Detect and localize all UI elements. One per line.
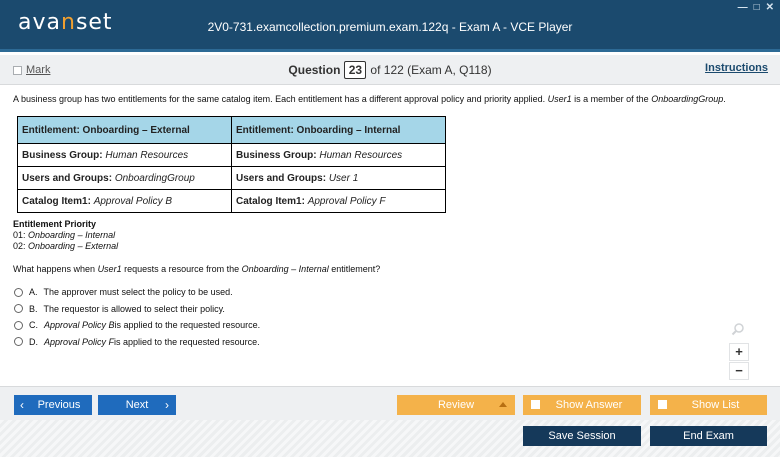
question-prompt: What happens when User1 requests a resource from the Onboarding – Internal entitlement? xyxy=(13,264,381,274)
mark-label[interactable]: Mark xyxy=(26,64,51,76)
priority-item: 01: Onboarding – Internal xyxy=(13,230,116,240)
instructions-link[interactable]: Instructions xyxy=(705,62,768,74)
option-text: is applied to the requested resource. xyxy=(114,336,260,347)
entitlement-priority xyxy=(13,219,118,252)
navigation-bar xyxy=(0,386,780,420)
radio-icon[interactable] xyxy=(14,288,23,297)
end-exam-button[interactable]: End Exam xyxy=(650,426,767,446)
table-cell: Catalog Item1: Approval Policy F xyxy=(232,190,446,213)
option-text: The requestor is allowed to select their policy. xyxy=(43,303,225,314)
chevron-left-icon: ‹ xyxy=(20,398,24,412)
option-text: The approver must select the policy to be used. xyxy=(43,287,233,298)
show-answer-button[interactable]: Show Answer xyxy=(523,395,641,415)
close-icon[interactable]: ✕ xyxy=(765,2,774,13)
answer-option-a[interactable] xyxy=(14,284,260,301)
window-title: 2V0-731.examcollection.premium.exam.122q - Exam A - VCE Player xyxy=(207,20,573,34)
review-button[interactable]: Review xyxy=(397,395,515,415)
question-counter xyxy=(0,61,780,79)
table-cell: Users and Groups: OnboardingGroup xyxy=(18,167,232,190)
answer-option-d[interactable] xyxy=(14,334,260,351)
checkbox-icon[interactable] xyxy=(531,400,540,409)
restore-icon[interactable]: □ xyxy=(753,2,760,13)
question-intro: A business group has two entitlements for the same catalog item. Each entitlement has a different approval policy and priority applied. User1 is a member of the OnboardingGroup. xyxy=(13,94,726,104)
window-controls xyxy=(738,3,774,13)
show-list-button[interactable]: Show List xyxy=(650,395,767,415)
radio-icon[interactable] xyxy=(14,337,23,346)
question-content xyxy=(13,93,753,105)
table-header-row xyxy=(18,117,446,144)
answer-options xyxy=(14,284,260,350)
save-session-button[interactable]: Save Session xyxy=(523,426,641,446)
option-letter: D. xyxy=(29,336,38,347)
question-label: Question xyxy=(288,63,341,77)
magnifier-icon xyxy=(731,322,745,336)
table-cell: Users and Groups: User 1 xyxy=(232,167,446,190)
answer-option-c[interactable] xyxy=(14,317,260,334)
radio-icon[interactable] xyxy=(14,304,23,313)
table-header: Entitlement: Onboarding – Internal xyxy=(232,117,446,144)
option-text: is applied to the requested resource. xyxy=(114,320,261,331)
question-number-input[interactable]: 23 xyxy=(344,61,366,79)
option-policy: Approval Policy B xyxy=(44,320,115,331)
table-cell: Business Group: Human Resources xyxy=(18,144,232,167)
zoom-out-button[interactable]: − xyxy=(729,362,749,380)
chevron-right-icon: › xyxy=(165,398,169,412)
priority-item: 02: Onboarding – External xyxy=(13,241,119,251)
next-button[interactable]: Next › xyxy=(98,395,176,415)
entitlement-table xyxy=(17,116,446,213)
table-row xyxy=(18,144,446,167)
answer-option-b[interactable] xyxy=(14,301,260,318)
action-bar xyxy=(0,420,780,457)
table-cell: Catalog Item1: Approval Policy B xyxy=(18,190,232,213)
zoom-in-button[interactable]: + xyxy=(729,343,749,361)
table-row xyxy=(18,190,446,213)
radio-icon[interactable] xyxy=(14,321,23,330)
option-policy: Approval Policy F xyxy=(44,336,115,347)
checkbox-icon[interactable] xyxy=(658,400,667,409)
question-bar xyxy=(0,55,780,85)
option-letter: C. xyxy=(29,320,38,331)
table-row xyxy=(18,167,446,190)
table-cell: Business Group: Human Resources xyxy=(232,144,446,167)
app-logo: avanset xyxy=(18,10,113,35)
option-letter: A. xyxy=(29,287,38,298)
previous-button[interactable]: ‹ Previous xyxy=(14,395,92,415)
priority-title: Entitlement Priority xyxy=(13,219,97,229)
title-bar xyxy=(0,0,780,52)
option-letter: B. xyxy=(29,303,38,314)
caret-up-icon xyxy=(499,402,507,407)
table-header: Entitlement: Onboarding – External xyxy=(18,117,232,144)
minimize-icon[interactable]: — xyxy=(737,2,748,13)
question-total: of 122 (Exam A, Q118) xyxy=(370,63,492,77)
